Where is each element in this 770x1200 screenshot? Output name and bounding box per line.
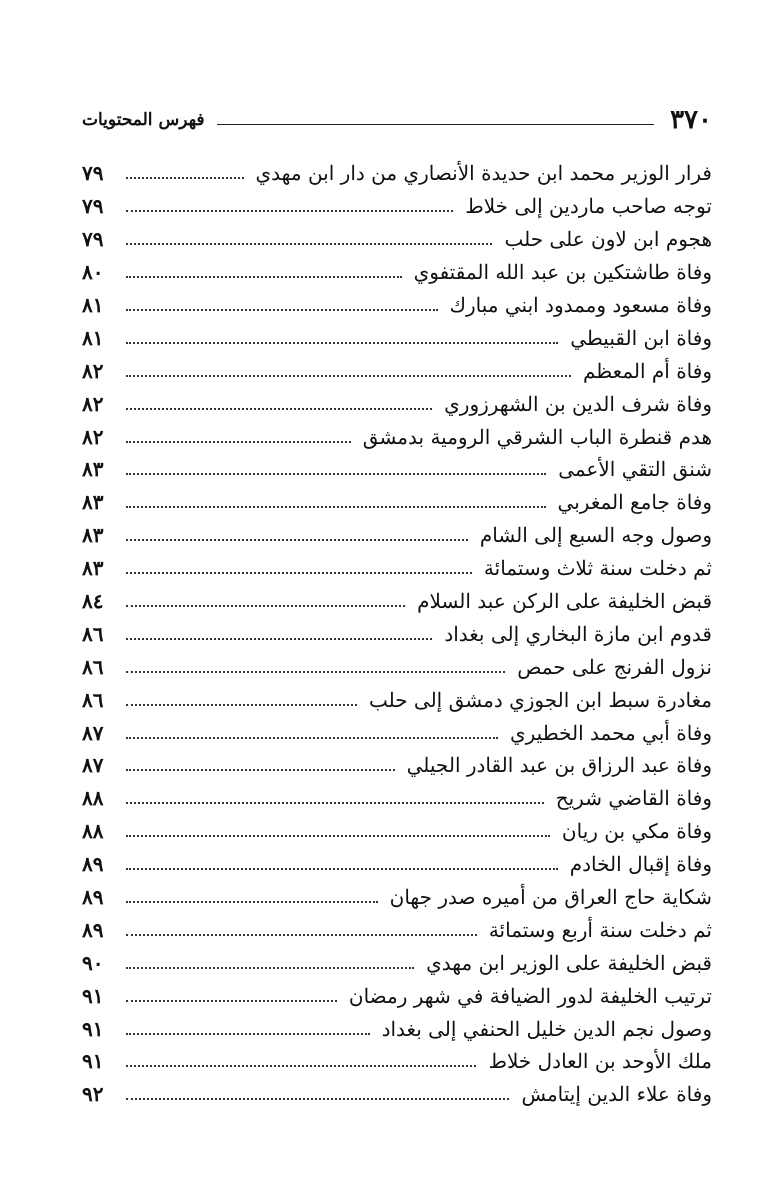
toc-entry [82,519,712,552]
toc-entry-title: وفاة القاضي شريح [555,786,712,811]
toc-entry [82,881,712,914]
toc-entry-page-number: ٨٩ [82,917,104,942]
toc-entry-page-number: ٧٩ [82,227,104,252]
toc-dot-leader [126,671,505,673]
toc-entry-title: ترتيب الخليفة لدور الضيافة في شهر رمضان [348,983,712,1008]
toc-entry [82,650,712,683]
toc-entry-page-number: ٨٣ [82,457,104,482]
toc-dot-leader [126,210,453,212]
toc-dot-leader [126,1000,337,1002]
toc-dot-leader [126,737,498,739]
page-header [82,100,712,140]
toc-entry-title: وصول وجه السبع إلى الشام [479,523,712,548]
toc-entry-title: قبض الخليفة على الركن عبد السلام [417,589,712,614]
toc-entry [82,157,712,190]
toc-entry-page-number: ٨٧ [82,720,104,745]
toc-entry-title: هجوم ابن لاون على حلب [504,227,712,252]
toc-entry-title: ثم دخلت سنة أربع وستمائة [488,917,712,942]
toc-entry [82,387,712,420]
toc-entry-title: وفاة علاء الدين إيتامش [521,1082,712,1107]
toc-entry-page-number: ٨٩ [82,852,104,877]
toc-entry [82,321,712,354]
toc-entry-page-number: ٧٩ [82,161,104,186]
toc-entry-page-number: ٩١ [82,1016,104,1041]
toc-entry [82,716,712,749]
header-title: فهرس المحتويات [82,110,205,130]
toc-entry-page-number: ٨٩ [82,885,104,910]
toc-entry-title: فرار الوزير محمد ابن حديدة الأنصاري من دار ابن مهدي [255,161,712,186]
toc-entry-title: نزول الفرنج على حمص [517,654,712,679]
toc-dot-leader [126,473,546,475]
toc-entry-page-number: ٨٣ [82,523,104,548]
toc-entry [82,815,712,848]
toc-entry [82,1012,712,1045]
toc-entry-title: ملك الأوحد بن العادل خلاط [488,1049,712,1074]
toc-entry-page-number: ٨٨ [82,819,104,844]
toc-dot-leader [126,802,544,804]
table-of-contents [82,157,712,1111]
toc-entry-page-number: ٨٦ [82,654,104,679]
toc-entry-title: شكاية حاج العراق من أميره صدر جهان [389,885,712,910]
toc-entry [82,354,712,387]
toc-dot-leader [126,638,432,640]
toc-entry-page-number: ٨٤ [82,589,104,614]
toc-entry-page-number: ٨١ [82,293,104,317]
toc-entry-title: وفاة أبي محمد الخطيري [509,720,712,745]
toc-entry-page-number: ٩١ [82,983,104,1008]
toc-entry [82,1078,712,1111]
toc-dot-leader [126,769,395,771]
toc-dot-leader [126,835,550,837]
toc-dot-leader [126,572,472,574]
toc-entry [82,289,712,322]
toc-dot-leader [126,506,546,508]
toc-entry-title: وفاة طاشتكين بن عبد الله المقتفوي [413,260,712,285]
toc-entry-title: هدم قنطرة الباب الشرقي الرومية بدمشق [362,424,712,449]
toc-dot-leader [126,342,558,344]
toc-entry [82,552,712,585]
toc-entry [82,913,712,946]
toc-entry-title: مغادرة سبط ابن الجوزي دمشق إلى حلب [368,687,712,712]
toc-entry-title: وفاة مسعود وممدود ابني مبارك [449,293,712,317]
toc-dot-leader [126,868,558,870]
toc-dot-leader [126,408,432,410]
toc-dot-leader [126,901,378,903]
toc-entry [82,617,712,650]
toc-entry [82,420,712,453]
toc-entry-page-number: ٨٨ [82,786,104,811]
toc-dot-leader [126,539,468,541]
toc-entry-page-number: ٨١ [82,325,104,350]
toc-dot-leader [126,375,571,377]
toc-dot-leader [126,1065,476,1067]
toc-dot-leader [126,1098,509,1100]
toc-dot-leader [126,1033,370,1035]
toc-entry [82,486,712,519]
toc-dot-leader [126,704,357,706]
toc-entry-page-number: ٨٦ [82,687,104,712]
toc-entry-title: وفاة مكي بن ريان [561,819,712,844]
toc-dot-leader [126,934,477,936]
toc-dot-leader [126,177,244,179]
toc-entry-title: وفاة عبد الرزاق بن عبد القادر الجيلي [406,753,712,778]
toc-entry-title: قدوم ابن مازة البخاري إلى بغداد [444,621,712,646]
toc-dot-leader [126,967,414,969]
toc-dot-leader [126,441,351,443]
toc-entry-page-number: ٨٠ [82,260,104,285]
toc-entry [82,1045,712,1078]
toc-entry-page-number: ٨٣ [82,490,104,515]
toc-entry-page-number: ٨٢ [82,358,104,383]
toc-entry-title: شنق التقي الأعمى [558,457,712,482]
toc-entry [82,453,712,486]
toc-entry [82,848,712,881]
header-page-number: ٣٧٠ [670,105,712,135]
toc-dot-leader [126,605,405,607]
toc-entry [82,256,712,289]
toc-entry-page-number: ٨٦ [82,621,104,646]
toc-entry-page-number: ٩٢ [82,1082,104,1107]
toc-entry [82,585,712,618]
toc-entry-title: توجه صاحب ماردين إلى خلاط [465,194,712,219]
header-rule [217,124,655,125]
toc-entry [82,979,712,1012]
toc-entry-title: وفاة أم المعظم [582,358,712,383]
toc-entry [82,946,712,979]
toc-entry-page-number: ٩٠ [82,950,104,975]
toc-entry-title: وفاة شرف الدين بن الشهرزوري [444,391,712,416]
toc-entry-title: ثم دخلت سنة ثلاث وستمائة [483,556,712,581]
toc-entry-title: وفاة جامع المغربي [557,490,712,515]
toc-entry [82,190,712,223]
toc-entry [82,223,712,256]
toc-entry-page-number: ٨٢ [82,391,104,416]
toc-entry-title: قبض الخليفة على الوزير ابن مهدي [426,950,712,975]
toc-entry [82,749,712,782]
toc-entry-page-number: ٧٩ [82,194,104,219]
toc-entry-title: وصول نجم الدين خليل الحنفي إلى بغداد [381,1016,712,1041]
toc-entry-page-number: ٨٢ [82,424,104,449]
toc-entry-page-number: ٨٣ [82,556,104,581]
toc-entry [82,782,712,815]
toc-entry-page-number: ٨٧ [82,753,104,778]
toc-dot-leader [126,276,402,278]
toc-entry-title: وفاة ابن القبيطي [570,325,712,350]
toc-entry-title: وفاة إقبال الخادم [569,852,712,877]
toc-dot-leader [126,309,438,311]
toc-dot-leader [126,243,492,245]
toc-entry-page-number: ٩١ [82,1049,104,1074]
toc-entry [82,683,712,716]
